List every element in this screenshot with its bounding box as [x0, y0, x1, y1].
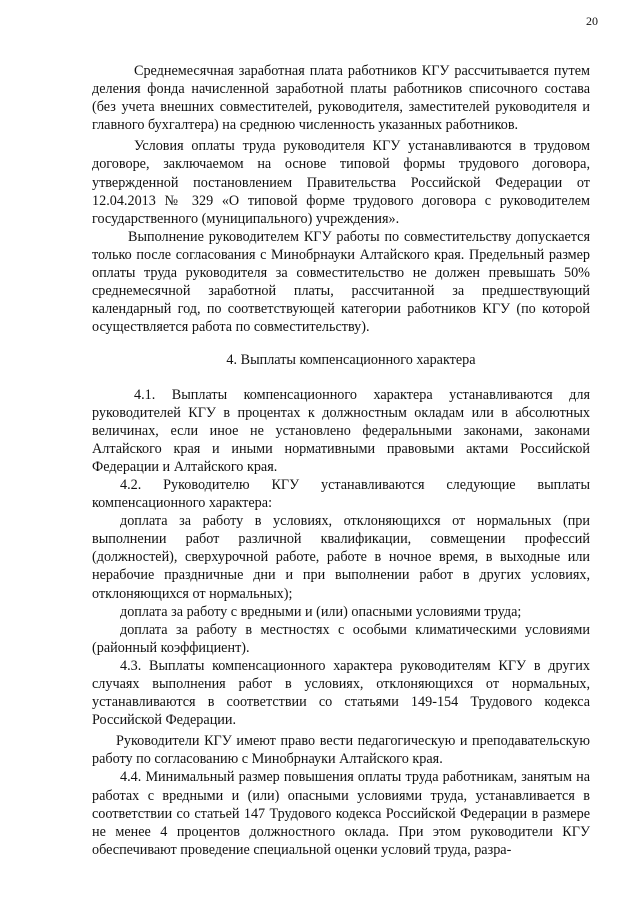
section-heading: 4. Выплаты компенсационного характера [226, 352, 476, 369]
list-item-hazardous-conditions: доплата за работу с вредными и (или) опасными условиями труда; [120, 603, 522, 620]
list-item-climate-conditions: доплата за работу в местностях с особыми климатическими условиями (районный коэффициент). [92, 621, 590, 656]
paragraph-teaching-right: Руководители КГУ имеют право вести педагогическую и преподавательскую работу по согласованию с Минобрнауки Алтайского края. [92, 733, 590, 768]
document-body [92, 62, 590, 859]
paragraph-4-2: 4.2. Руководителю КГУ устанавливаются следующие выплаты компенсационного характера: [92, 476, 590, 512]
paragraph-4-4: 4.4. Минимальный размер повышения оплаты труда работникам, занятым на работах с вредными и (или) опасными условиями труда, устанавливается в соответствии со статьей 147 Трудового кодекса Российской Федерации в размере не менее 4 процентов должностного оклада. При этом руководители КГУ обеспечивают проведение специальной оценки условий труда, разра- [92, 769, 590, 858]
paragraph-4-1: 4.1. Выплаты компенсационного характера устанавливаются для руководителей КГУ в процентах к должностным окладам или в абсолютных величинах, если иное не установлено федеральными законами, законами Алтайского края и иными нормативными правовыми актами Российской Федерации и Алтайского края. [92, 386, 590, 475]
page-number: 20 [586, 14, 598, 28]
paragraph-average-salary: Среднемесячная заработная плата работников КГУ рассчитывается путем деления фонда начисленной заработной платы работников списочного состава (без учета внешних совместителей, руководителя, заместителей руководителя и главного бухгалтера) на среднюю численность указанных работников. [92, 63, 590, 134]
paragraph-part-time-work: Выполнение руководителем КГУ работы по совместительству допускается только после согласования с Минобрнауки Алтайского края. Предельный размер оплаты труда руководителя за совместительство не должен превышать 50% среднемесячной заработной платы, рассчитанной за предшествующий календарный год, по соответствующей категории работников КГУ (по которой осуществляется работа по совместительству). [92, 228, 590, 336]
paragraph-4-3: 4.3. Выплаты компенсационного характера руководителям КГУ в других случаях выполнения работ в условиях, отклоняющихся от нормальных, устанавливаются в соответствии со статьями 149-154 Трудового кодекса Российской Федерации. [92, 657, 590, 729]
list-item-abnormal-conditions: доплата за работу в условиях, отклоняющихся от нормальных (при выполнении работ различной квалификации, совмещении профессий (должностей), сверхурочной работе, работе в ночное время, в выходные или нерабочие праздничные дни и при выполнении работ в других условиях, отклоняющихся от нормальных); [92, 513, 590, 602]
paragraph-labor-conditions: Условия оплаты труда руководителя КГУ устанавливаются в трудовом договоре, заключаемом на основе типовой формы трудового договора, утвержденной постановлением Правительства Российской Федерации от 12.04.2013 № 329 «О типовой форме трудового договора с руководителем государственного (муниципального) учреждения». [92, 138, 590, 227]
